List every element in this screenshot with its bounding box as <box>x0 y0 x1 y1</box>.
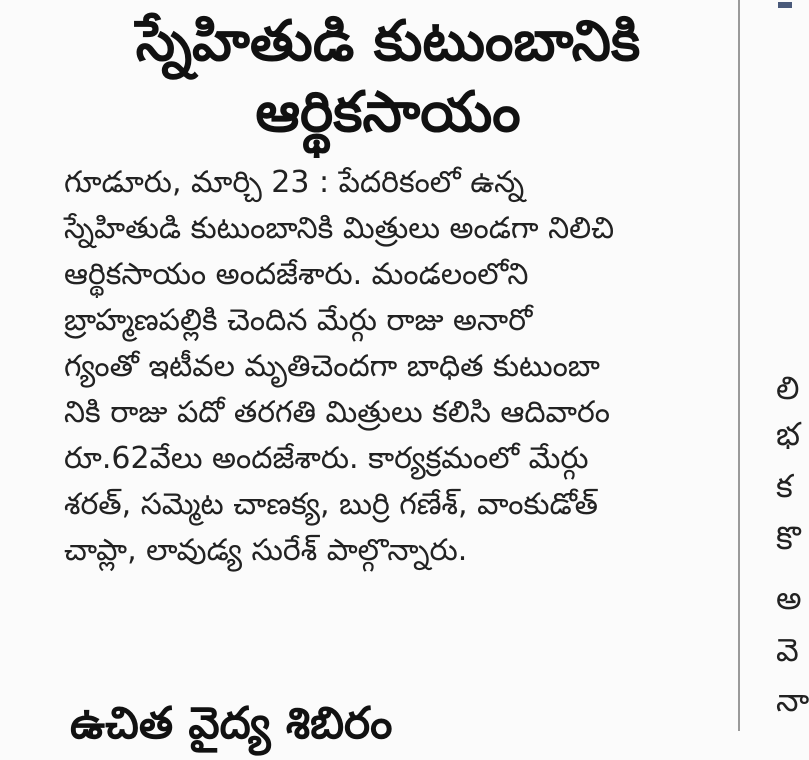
body-line: ఆర్థికసాయం అందజేశారు. మండలంలోని <box>64 257 529 293</box>
adjacent-text-fragment: లి <box>776 369 800 407</box>
body-line: గ్యంతో ఇటీవల మృతిచెందగా బాధిత కుటుంబా <box>64 349 600 385</box>
body-line: బ్రాహ్మణపల్లికి చెందిన మేర్గు రాజు అనారో <box>64 303 533 339</box>
body-line: నికి రాజు పదో తరగతి మిత్రులు కలిసి ఆదివారం <box>64 395 610 431</box>
body-line: శరత్, సమ్మెట చాణక్య, బుర్రి గణేశ్, వాంకుడోత్ <box>64 487 598 523</box>
headline-line-2: ఆర్థికసాయం <box>255 80 521 146</box>
body-line: గూడూరు, మార్చి 23 : పేదరికంలో ఉన్న <box>64 165 525 201</box>
news-article <box>52 0 724 731</box>
adjacent-text-fragment: కొ <box>776 519 801 557</box>
adjacent-text-fragment: నా <box>776 681 809 719</box>
column-divider <box>738 0 740 731</box>
next-article-headline-partial: ఉచిత వైద్య శిబిరం <box>70 698 393 749</box>
article-headline <box>52 0 724 146</box>
adjacent-text-fragment: భ <box>776 415 801 453</box>
small-thumbnail <box>778 2 792 8</box>
body-line: స్నేహితుడి కుటుంబానికి మిత్రులు అండగా నిలిచి <box>64 211 615 247</box>
article-body <box>64 160 716 574</box>
adjacent-text-fragment: అ <box>776 579 802 617</box>
adjacent-text-fragment: క <box>776 467 793 505</box>
adjacent-column <box>746 0 809 731</box>
body-line: రూ.62వేలు అందజేశారు. కార్యక్రమంలో మేర్గు <box>64 441 589 477</box>
headline-line-1: స్నేహితుడి కుటుంబానికి <box>135 9 641 74</box>
body-line: చాప్లా, లావుడ్య సురేశ్ పాల్గొన్నారు. <box>64 533 468 569</box>
adjacent-text-fragment: వె <box>776 631 799 669</box>
